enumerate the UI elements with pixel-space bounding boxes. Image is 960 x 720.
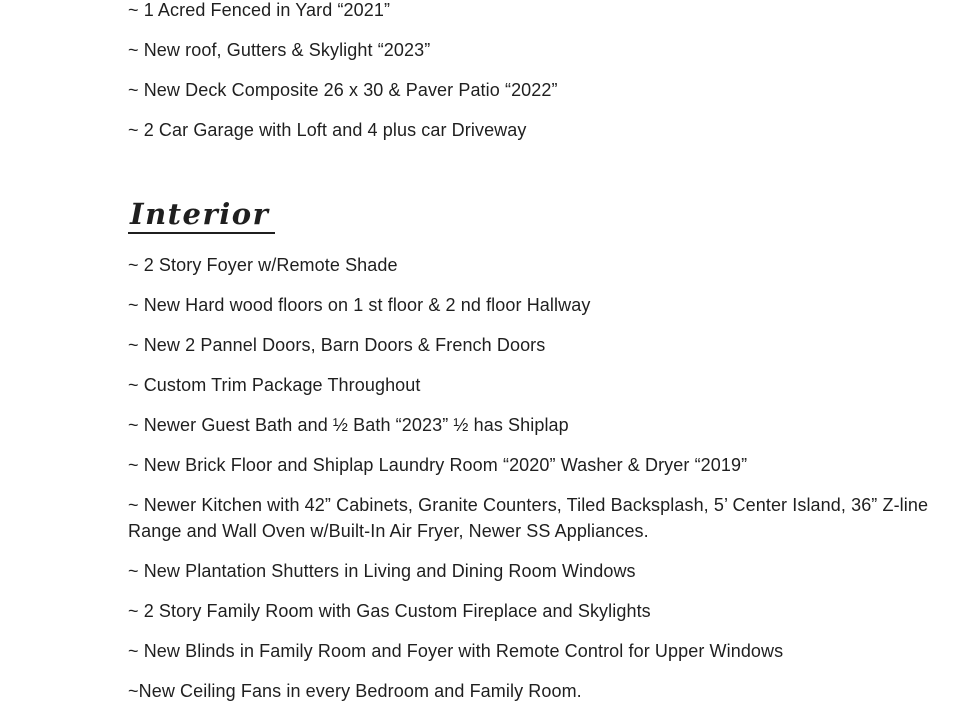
list-item-plantation-shutters: ~ New Plantation Shutters in Living and Dining Room Windows	[128, 561, 636, 581]
list-item-ceiling-fans: ~New Ceiling Fans in every Bedroom and Family Room.	[128, 681, 582, 701]
list-item-hardwood-floors: ~ New Hard wood floors on 1 st floor & 2 nd floor Hallway	[128, 295, 591, 315]
list-item-trim-package: ~ Custom Trim Package Throughout	[128, 375, 421, 395]
list-item-doors: ~ New 2 Pannel Doors, Barn Doors & French Doors	[128, 335, 546, 355]
interior-section-heading	[128, 197, 960, 233]
feature-sheet-page	[128, 0, 960, 704]
list-item-garage: ~ 2 Car Garage with Loft and 4 plus car Driveway	[128, 120, 527, 140]
list-item-fenced-yard: ~ 1 Acred Fenced in Yard “2021”	[128, 0, 391, 20]
list-item-roof-gutters: ~ New roof, Gutters & Skylight “2023”	[128, 40, 431, 60]
kitchen-line-1: ~ Newer Kitchen with 42” Cabinets, Granite Counters, Tiled Backsplash, 5’ Center Island, 36” Z-line	[128, 495, 929, 515]
interior-heading-text: Interior	[128, 197, 275, 234]
list-item-family-room: ~ 2 Story Family Room with Gas Custom Fireplace and Skylights	[128, 601, 651, 621]
list-item-deck-patio: ~ New Deck Composite 26 x 30 & Paver Patio “2022”	[128, 80, 558, 100]
list-item-guest-bath: ~ Newer Guest Bath and ½ Bath “2023” ½ has Shiplap	[128, 415, 569, 435]
list-item-kitchen	[128, 492, 960, 544]
list-item-foyer: ~ 2 Story Foyer w/Remote Shade	[128, 255, 398, 275]
list-item-laundry-room: ~ New Brick Floor and Shiplap Laundry Room “2020” Washer & Dryer “2019”	[128, 455, 748, 475]
kitchen-line-2: Range and Wall Oven w/Built-In Air Fryer, Newer SS Appliances.	[128, 521, 649, 541]
list-item-blinds: ~ New Blinds in Family Room and Foyer with Remote Control for Upper Windows	[128, 641, 784, 661]
